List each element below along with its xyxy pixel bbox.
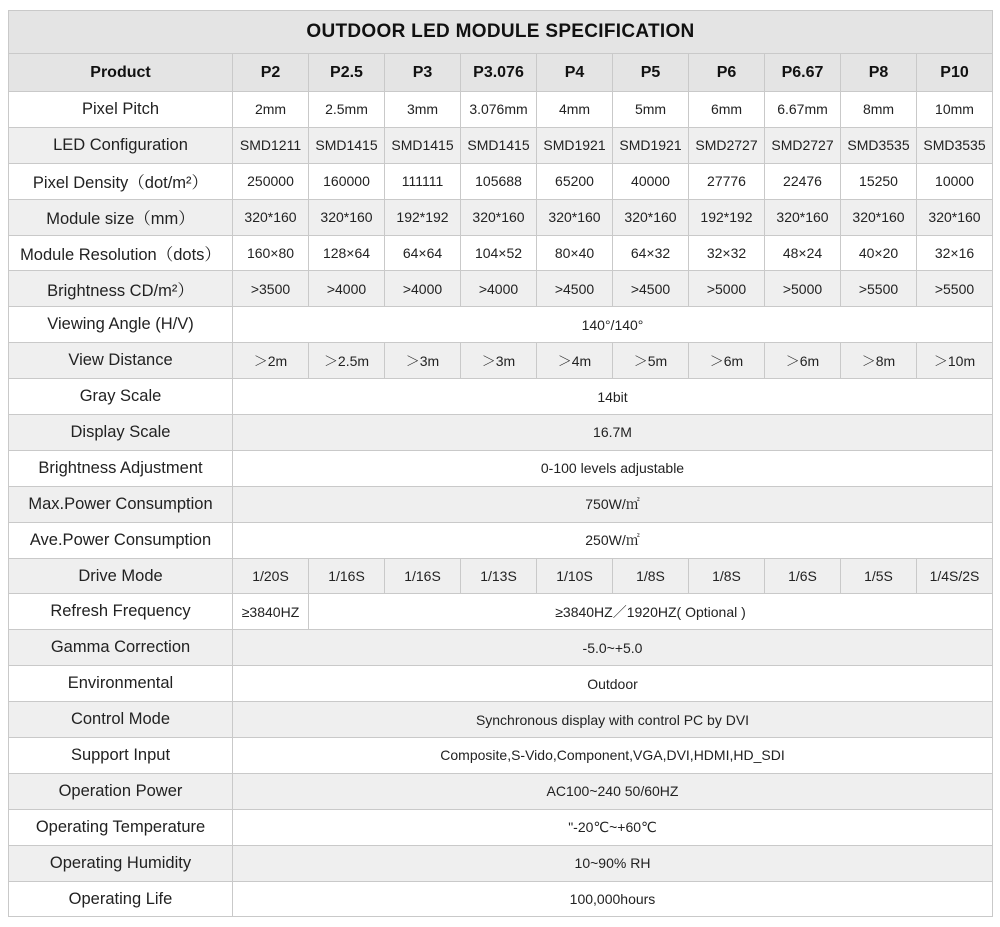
spec-cell: 1/20S	[233, 558, 309, 594]
spec-cell: 320*160	[537, 199, 613, 235]
table-row	[9, 271, 993, 307]
spec-cell: 32×16	[917, 235, 993, 271]
table-row	[9, 773, 993, 809]
spec-cell: >5000	[765, 271, 841, 307]
spec-cell: ＞6m	[689, 343, 765, 379]
model-header: P3.076	[461, 54, 537, 92]
spec-cell: 1/13S	[461, 558, 537, 594]
spec-cell: ＞2.5m	[309, 343, 385, 379]
table-row	[9, 486, 993, 522]
model-header: P4	[537, 54, 613, 92]
spec-cell-merged: -5.0~+5.0	[233, 630, 993, 666]
spec-cell: 3.076mm	[461, 92, 537, 128]
spec-cell: 320*160	[765, 199, 841, 235]
spec-cell: 2.5mm	[309, 92, 385, 128]
table-row	[9, 92, 993, 128]
row-label: Gray Scale	[9, 379, 233, 415]
spec-sheet	[8, 10, 992, 917]
row-label: Operating Temperature	[9, 809, 233, 845]
spec-cell: 40×20	[841, 235, 917, 271]
row-label: Brightness CD/m²）	[9, 271, 233, 307]
row-label: View Distance	[9, 343, 233, 379]
row-label: Module Resolution（dots）	[9, 235, 233, 271]
spec-cell-merged: 100,000hours	[233, 881, 993, 917]
row-label: Pixel Density（dot/m²）	[9, 163, 233, 199]
row-label: Brightness Adjustment	[9, 450, 233, 486]
spec-cell: 320*160	[613, 199, 689, 235]
spec-cell: >3500	[233, 271, 309, 307]
spec-cell: >4000	[309, 271, 385, 307]
spec-cell: SMD3535	[917, 127, 993, 163]
table-row	[9, 127, 993, 163]
spec-cell: 15250	[841, 163, 917, 199]
spec-body	[9, 92, 993, 917]
row-label: LED Configuration	[9, 127, 233, 163]
spec-cell: SMD1415	[385, 127, 461, 163]
row-label: Gamma Correction	[9, 630, 233, 666]
spec-cell: 1/8S	[689, 558, 765, 594]
model-header: P6	[689, 54, 765, 92]
spec-table	[8, 10, 993, 917]
spec-cell: 104×52	[461, 235, 537, 271]
spec-cell: SMD1211	[233, 127, 309, 163]
spec-cell: 65200	[537, 163, 613, 199]
spec-cell: 8mm	[841, 92, 917, 128]
spec-cell-merged: 140°/140°	[233, 307, 993, 343]
spec-cell: 320*160	[461, 199, 537, 235]
table-row	[9, 702, 993, 738]
row-label: Ave.Power Consumption	[9, 522, 233, 558]
model-header: P10	[917, 54, 993, 92]
spec-cell: SMD3535	[841, 127, 917, 163]
spec-cell-merged: 10~90% RH	[233, 845, 993, 881]
table-row	[9, 881, 993, 917]
row-label: Operation Power	[9, 773, 233, 809]
row-label: Max.Power Consumption	[9, 486, 233, 522]
table-row	[9, 307, 993, 343]
spec-cell: ＞3m	[461, 343, 537, 379]
spec-cell: 48×24	[765, 235, 841, 271]
spec-cell: >5000	[689, 271, 765, 307]
spec-cell: 4mm	[537, 92, 613, 128]
spec-cell: 128×64	[309, 235, 385, 271]
table-row	[9, 450, 993, 486]
table-row	[9, 163, 993, 199]
spec-cell: 6mm	[689, 92, 765, 128]
spec-cell: ＞10m	[917, 343, 993, 379]
spec-cell: 105688	[461, 163, 537, 199]
table-row	[9, 522, 993, 558]
spec-cell: ＞6m	[765, 343, 841, 379]
spec-cell: 64×32	[613, 235, 689, 271]
row-label: Pixel Pitch	[9, 92, 233, 128]
header-label: Product	[9, 54, 233, 92]
table-row	[9, 594, 993, 630]
header-row	[9, 54, 993, 92]
spec-cell: 1/16S	[309, 558, 385, 594]
spec-cell: 10mm	[917, 92, 993, 128]
table-row	[9, 415, 993, 451]
spec-cell-merged: Synchronous display with control PC by DVI	[233, 702, 993, 738]
spec-cell: 1/5S	[841, 558, 917, 594]
table-row	[9, 845, 993, 881]
spec-cell: 27776	[689, 163, 765, 199]
row-label: Support Input	[9, 738, 233, 774]
spec-cell: 320*160	[917, 199, 993, 235]
table-row	[9, 666, 993, 702]
spec-cell: 250000	[233, 163, 309, 199]
table-row	[9, 235, 993, 271]
spec-cell: 192*192	[689, 199, 765, 235]
spec-cell: 160×80	[233, 235, 309, 271]
table-row	[9, 809, 993, 845]
spec-cell: >4000	[385, 271, 461, 307]
spec-cell: 1/4S/2S	[917, 558, 993, 594]
row-label: Refresh Frequency	[9, 594, 233, 630]
spec-cell: 160000	[309, 163, 385, 199]
spec-cell: 2mm	[233, 92, 309, 128]
spec-cell: 10000	[917, 163, 993, 199]
spec-cell-merged: 0-100 levels adjustable	[233, 450, 993, 486]
spec-cell: SMD1415	[461, 127, 537, 163]
spec-cell: SMD2727	[689, 127, 765, 163]
spec-cell-merged: Outdoor	[233, 666, 993, 702]
spec-cell: ＞4m	[537, 343, 613, 379]
spec-cell: 5mm	[613, 92, 689, 128]
spec-cell: 6.67mm	[765, 92, 841, 128]
spec-cell: 22476	[765, 163, 841, 199]
model-header: P8	[841, 54, 917, 92]
row-label: Control Mode	[9, 702, 233, 738]
spec-cell-merged: ≥3840HZ／1920HZ( Optional )	[309, 594, 993, 630]
spec-cell-merged: 14bit	[233, 379, 993, 415]
spec-cell: 192*192	[385, 199, 461, 235]
spec-cell: ＞2m	[233, 343, 309, 379]
spec-cell: 1/8S	[613, 558, 689, 594]
spec-cell-merged: 750W/㎡	[233, 486, 993, 522]
spec-cell: >4500	[613, 271, 689, 307]
spec-cell: SMD2727	[765, 127, 841, 163]
spec-cell: >4000	[461, 271, 537, 307]
spec-cell: ＞8m	[841, 343, 917, 379]
spec-cell: SMD1921	[613, 127, 689, 163]
spec-cell: 320*160	[309, 199, 385, 235]
spec-cell-merged: "-20℃~+60℃	[233, 809, 993, 845]
spec-cell: >5500	[841, 271, 917, 307]
spec-cell: 320*160	[841, 199, 917, 235]
table-row	[9, 738, 993, 774]
spec-cell: ＞5m	[613, 343, 689, 379]
model-header: P2	[233, 54, 309, 92]
row-label: Display Scale	[9, 415, 233, 451]
row-label: Module size（mm）	[9, 199, 233, 235]
table-row	[9, 199, 993, 235]
spec-cell: 3mm	[385, 92, 461, 128]
spec-cell: >5500	[917, 271, 993, 307]
spec-cell: 80×40	[537, 235, 613, 271]
spec-cell: SMD1921	[537, 127, 613, 163]
model-header: P2.5	[309, 54, 385, 92]
model-header: P3	[385, 54, 461, 92]
table-row	[9, 558, 993, 594]
table-row	[9, 343, 993, 379]
table-row	[9, 379, 993, 415]
spec-cell: SMD1415	[309, 127, 385, 163]
spec-cell: 1/6S	[765, 558, 841, 594]
page-title: OUTDOOR LED MODULE SPECIFICATION	[8, 10, 993, 53]
model-header: P5	[613, 54, 689, 92]
spec-cell: 40000	[613, 163, 689, 199]
spec-cell: 64×64	[385, 235, 461, 271]
spec-cell: >4500	[537, 271, 613, 307]
model-header: P6.67	[765, 54, 841, 92]
table-row	[9, 630, 993, 666]
row-label: Environmental	[9, 666, 233, 702]
spec-cell-merged: 250W/㎡	[233, 522, 993, 558]
spec-cell-merged: Composite,S-Vido,Component,VGA,DVI,HDMI,HD_SDI	[233, 738, 993, 774]
spec-cell: ≥3840HZ	[233, 594, 309, 630]
spec-cell: 320*160	[233, 199, 309, 235]
spec-cell-merged: AC100~240 50/60HZ	[233, 773, 993, 809]
row-label: Viewing Angle (H/V)	[9, 307, 233, 343]
spec-cell-merged: 16.7M	[233, 415, 993, 451]
spec-cell: 32×32	[689, 235, 765, 271]
spec-cell: 1/16S	[385, 558, 461, 594]
spec-cell: 1/10S	[537, 558, 613, 594]
row-label: Operating Humidity	[9, 845, 233, 881]
spec-cell: ＞3m	[385, 343, 461, 379]
row-label: Drive Mode	[9, 558, 233, 594]
spec-cell: 111111	[385, 163, 461, 199]
row-label: Operating Life	[9, 881, 233, 917]
